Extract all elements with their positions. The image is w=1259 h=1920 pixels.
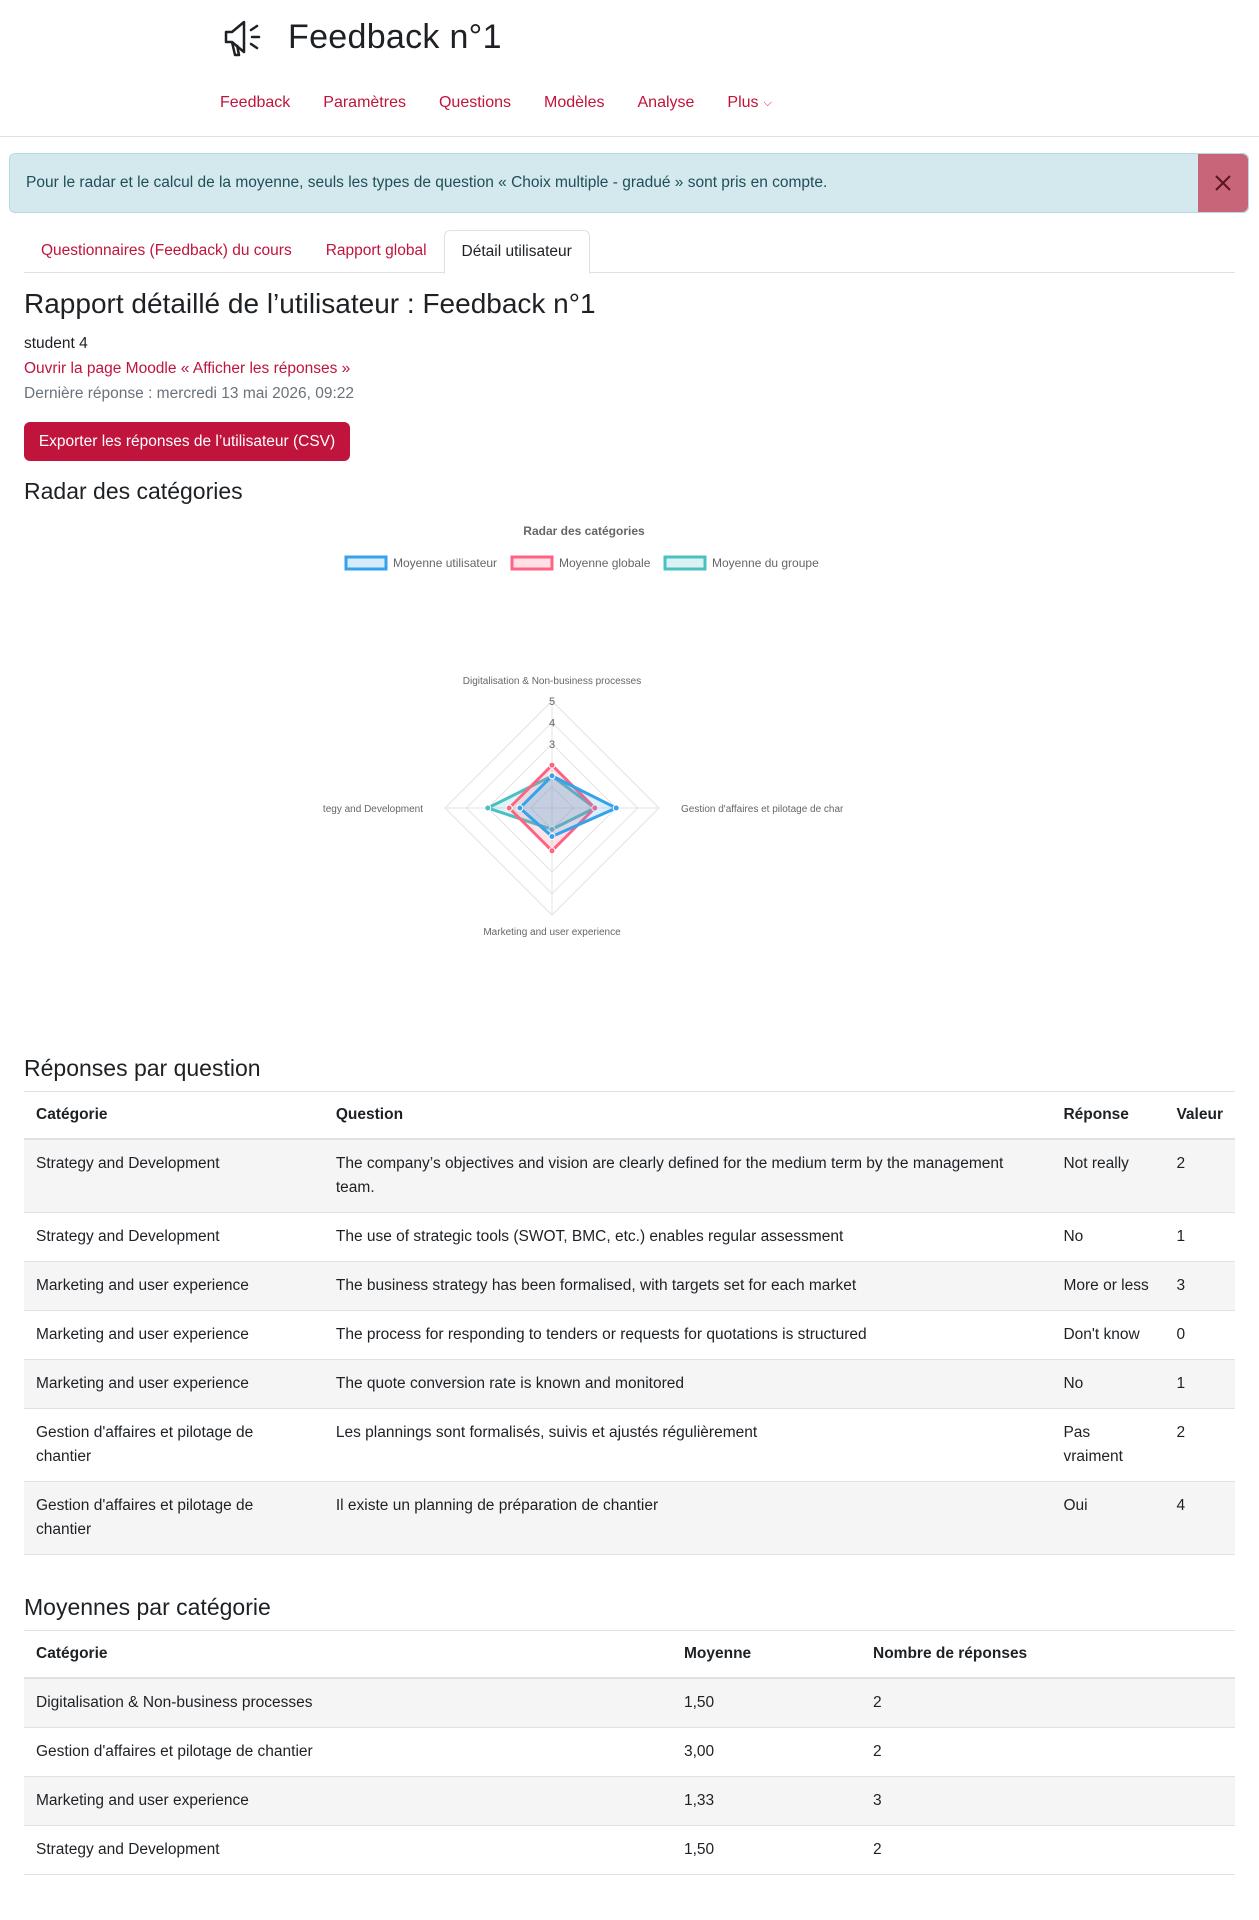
table-row [24,1728,1235,1777]
table-cell: 1,50 [672,1826,861,1875]
table-cell: Il existe un planning de préparation de chantier [324,1482,1052,1555]
radar-chart [24,510,1235,970]
table-cell: Marketing and user experience [24,1311,324,1360]
nav-modeles[interactable]: Modèles [544,94,605,111]
legend-swatch [346,557,386,569]
series-point [549,833,555,839]
secondary-nav [220,94,805,112]
table-cell: 2 [861,1728,1235,1777]
table-cell: Les plannings sont formalisés, suivis et ajustés régulièrement [324,1409,1052,1482]
table-cell: 1 [1164,1213,1235,1262]
table-cell: Strategy and Development [24,1213,324,1262]
table-cell: The use of strategic tools (SWOT, BMC, etc.) enables regular assessment [324,1213,1052,1262]
tick-label: 5 [548,696,556,708]
averages-table-body [24,1678,1235,1875]
legend-label: Moyenne du groupe [712,556,819,570]
table-cell: The business strategy has been formalised, with targets set for each market [324,1262,1052,1311]
table-cell: 2 [861,1826,1235,1875]
table-cell: Not really [1051,1139,1164,1213]
table-cell: Strategy and Development [24,1139,324,1213]
table-row [24,1360,1235,1409]
table-cell: 1,50 [672,1678,861,1728]
table-cell: Marketing and user experience [24,1360,324,1409]
table-cell: Gestion d'affaires et pilotage de chantier [24,1482,324,1555]
alert-text: Pour le radar et le calcul de la moyenne, seuls les types de question « Choix multiple - gradué » sont pris en compte. [26,174,828,191]
tick-label: 4 [548,717,556,730]
column-header: Catégorie [24,1631,672,1679]
series-point [506,805,512,811]
series-point [485,805,491,811]
answers-header-row [24,1092,1235,1140]
table-row [24,1777,1235,1826]
nav-analyse[interactable]: Analyse [637,94,695,111]
table-cell: Strategy and Development [24,1826,672,1875]
info-alert [9,153,1249,213]
answers-table-body [24,1139,1235,1555]
tab-course-feedbacks[interactable]: Questionnaires (Feedback) du cours [41,242,292,259]
table-cell: 0 [1164,1311,1235,1360]
table-row [24,1139,1235,1213]
answers-heading: Réponses par question [24,1055,261,1081]
table-cell: No [1051,1213,1164,1262]
nav-feedback[interactable]: Feedback [220,94,291,111]
close-icon [1214,174,1232,192]
nav-questions[interactable]: Questions [438,94,512,111]
table-cell: 3 [861,1777,1235,1826]
last-response: Dernière réponse : mercredi 13 mai 2026, 09:22 [24,385,354,402]
radar-chart-svg [24,510,1235,970]
table-row [24,1678,1235,1728]
table-row [24,1826,1235,1875]
table-cell: 1,33 [672,1777,861,1826]
series-point [613,805,619,811]
table-cell: 2 [861,1678,1235,1728]
table-cell: 2 [1164,1409,1235,1482]
table-cell: Marketing and user experience [24,1777,672,1826]
tick-label: 3 [548,738,556,751]
column-header: Question [324,1092,1052,1140]
table-cell: Gestion d'affaires et pilotage de chantier [24,1409,324,1482]
column-header: Réponse [1051,1092,1164,1140]
legend-label: Moyenne globale [559,556,651,570]
series-point [549,773,555,779]
table-cell: 2 [1164,1139,1235,1213]
radar-heading: Radar des catégories [24,478,243,504]
table-row [24,1213,1235,1262]
legend-swatch [665,557,705,569]
table-cell: 3 [1164,1262,1235,1311]
table-cell: 3,00 [672,1728,861,1777]
page-header [0,0,1259,137]
nav-plus[interactable] [727,94,771,112]
table-cell: The company’s objectives and vision are clearly defined for the medium term by the management team. [324,1139,1052,1213]
legend-swatch [512,557,552,569]
category-label: Marketing and user experience [483,927,621,938]
table-row [24,1409,1235,1482]
category-label: Digitalisation & Non-business processes [462,676,642,687]
legend-label: Moyenne utilisateur [393,556,498,570]
moodle-responses-link[interactable]: Ouvrir la page Moodle « Afficher les réponses » [24,360,351,377]
table-row [24,1262,1235,1311]
tab-user-detail[interactable]: Détail utilisateur [444,230,590,274]
report-tabs [24,230,1235,273]
series-point [549,762,555,768]
close-button[interactable] [1198,154,1248,212]
tab-global-report[interactable]: Rapport global [325,242,427,259]
category-label: Gestion d'affaires et pilotage de char [681,804,844,815]
column-header: Valeur [1164,1092,1235,1140]
export-csv-button[interactable]: Exporter les réponses de l’utilisateur (CSV) [24,422,350,461]
table-cell: 1 [1164,1360,1235,1409]
table-cell: Gestion d'affaires et pilotage de chantier [24,1728,672,1777]
table-cell: No [1051,1360,1164,1409]
report-title: Rapport détaillé de l’utilisateur : Feedback n°1 [24,288,596,319]
chevron-down-icon: ⌵ [763,96,772,109]
page-title: Feedback n°1 [288,17,502,56]
table-cell: The process for responding to tenders or requests for quotations is structured [324,1311,1052,1360]
column-header: Catégorie [24,1092,324,1140]
megaphone-icon [220,12,270,62]
table-cell: Pas vraiment [1051,1409,1164,1482]
averages-table [24,1630,1235,1875]
table-row [24,1311,1235,1360]
table-cell: 4 [1164,1482,1235,1555]
table-cell: The quote conversion rate is known and monitored [324,1360,1052,1409]
answers-table [24,1091,1235,1555]
table-cell: More or less [1051,1262,1164,1311]
chart-title: Radar des catégories [523,524,645,538]
table-row [24,1482,1235,1555]
column-header: Nombre de réponses [861,1631,1235,1679]
table-cell: Digitalisation & Non-business processes [24,1678,672,1728]
series-point [517,805,523,811]
table-cell: Don't know [1051,1311,1164,1360]
title-row [220,12,502,62]
series-point [549,848,555,854]
table-cell: Oui [1051,1482,1164,1555]
student-name: student 4 [24,335,88,352]
nav-plus-label: Plus [727,94,759,111]
category-label: tegy and Development [322,804,423,815]
column-header: Moyenne [672,1631,861,1679]
nav-parametres[interactable]: Paramètres [323,94,406,111]
averages-header-row [24,1631,1235,1679]
table-cell: Marketing and user experience [24,1262,324,1311]
averages-heading: Moyennes par catégorie [24,1594,271,1620]
